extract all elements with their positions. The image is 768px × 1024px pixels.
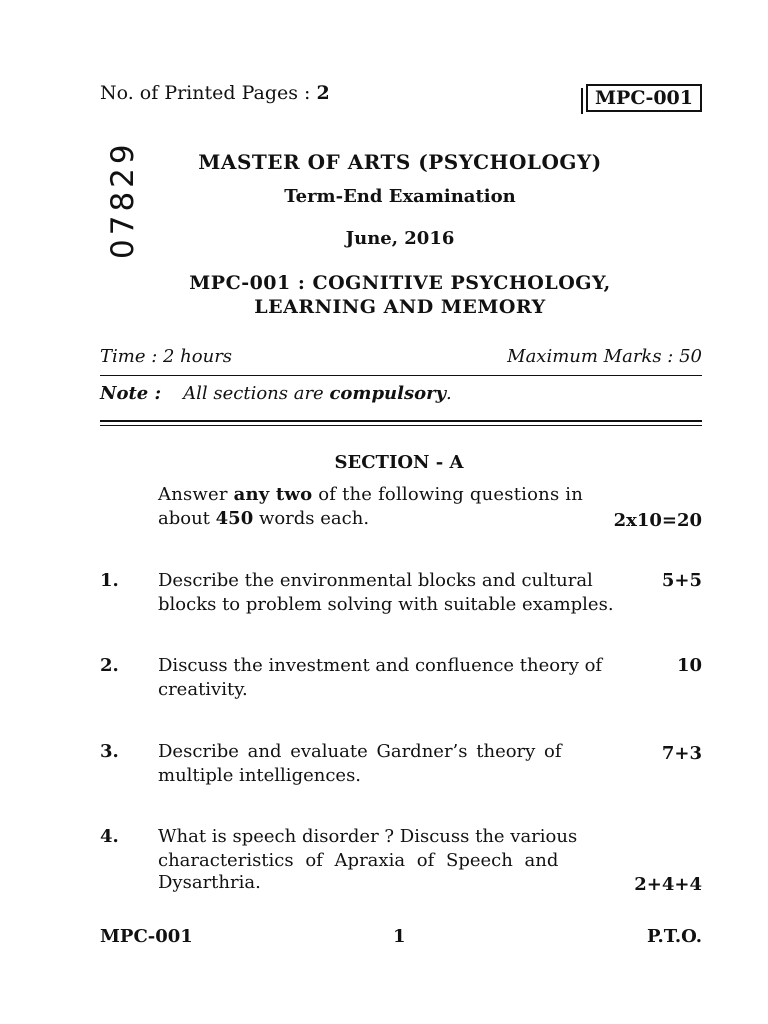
divider xyxy=(100,375,702,376)
question-text-line: What is speech disorder ? Discuss the various xyxy=(158,826,578,847)
question-text-line: characteristics of Apraxia of Speech and xyxy=(158,850,559,871)
course-title-line2: LEARNING AND MEMORY xyxy=(254,296,546,318)
instruction-line1 xyxy=(158,484,583,505)
instruction-pre: Answer xyxy=(158,484,234,505)
question-marks: 7+3 xyxy=(661,743,702,764)
question-text-line: Describe and evaluate Gardner’s theory of xyxy=(158,741,562,762)
note-text-pre: All sections are xyxy=(183,383,330,404)
question-text-line: multiple intelligences. xyxy=(158,765,362,786)
please-turn-over: P.T.O. xyxy=(646,926,702,947)
exam-type: Term-End Examination xyxy=(284,186,516,207)
question-text-line: Dysarthria. xyxy=(158,872,261,893)
question-number: 3. xyxy=(100,741,119,762)
divider xyxy=(100,425,702,426)
section-heading: SECTION - A xyxy=(334,452,464,473)
note xyxy=(100,383,452,404)
serial-number: 07829 xyxy=(105,140,141,259)
divider xyxy=(100,420,702,422)
question-text-line: creativity. xyxy=(158,679,248,700)
printed-pages-value: 2 xyxy=(316,82,330,104)
question-text-line: Discuss the investment and confluence theory of xyxy=(158,655,603,676)
question-marks: 5+5 xyxy=(661,570,702,591)
section-marks: 2x10=20 xyxy=(613,510,702,531)
question-marks: 2+4+4 xyxy=(634,874,702,895)
question-number: 1. xyxy=(100,570,119,591)
instruction-mid: of the following questions in xyxy=(312,484,584,505)
instruction-line2-post: words each. xyxy=(253,508,370,529)
question-marks: 10 xyxy=(676,655,702,676)
question-number: 2. xyxy=(100,655,119,676)
question-number: 4. xyxy=(100,826,119,847)
course-code-box: MPC-001 xyxy=(586,84,702,112)
exam-date: June, 2016 xyxy=(345,228,455,249)
course-title-line1: MPC-001 : COGNITIVE PSYCHOLOGY, xyxy=(189,272,611,294)
printed-pages-info xyxy=(100,82,330,104)
note-text xyxy=(183,383,452,404)
question-text-line: blocks to problem solving with suitable examples. xyxy=(158,594,614,615)
instruction-word-count: 450 xyxy=(215,508,254,529)
note-text-post: . xyxy=(446,383,452,404)
time-allowed: Time : 2 hours xyxy=(100,346,233,367)
programme-title: MASTER OF ARTS (PSYCHOLOGY) xyxy=(198,150,602,174)
note-label: Note : xyxy=(100,383,162,404)
note-text-bold: compulsory xyxy=(329,383,447,404)
page-number: 1 xyxy=(393,926,406,947)
printed-pages-label: No. of Printed Pages : xyxy=(100,82,317,104)
footer-course-code: MPC-001 xyxy=(100,926,193,947)
instruction-line2-pre: about xyxy=(158,508,216,529)
question-text-line: Describe the environmental blocks and cultural xyxy=(158,570,593,591)
instruction-bold: any two xyxy=(233,484,313,505)
instruction-line2 xyxy=(158,508,369,529)
maximum-marks: Maximum Marks : 50 xyxy=(507,346,702,367)
